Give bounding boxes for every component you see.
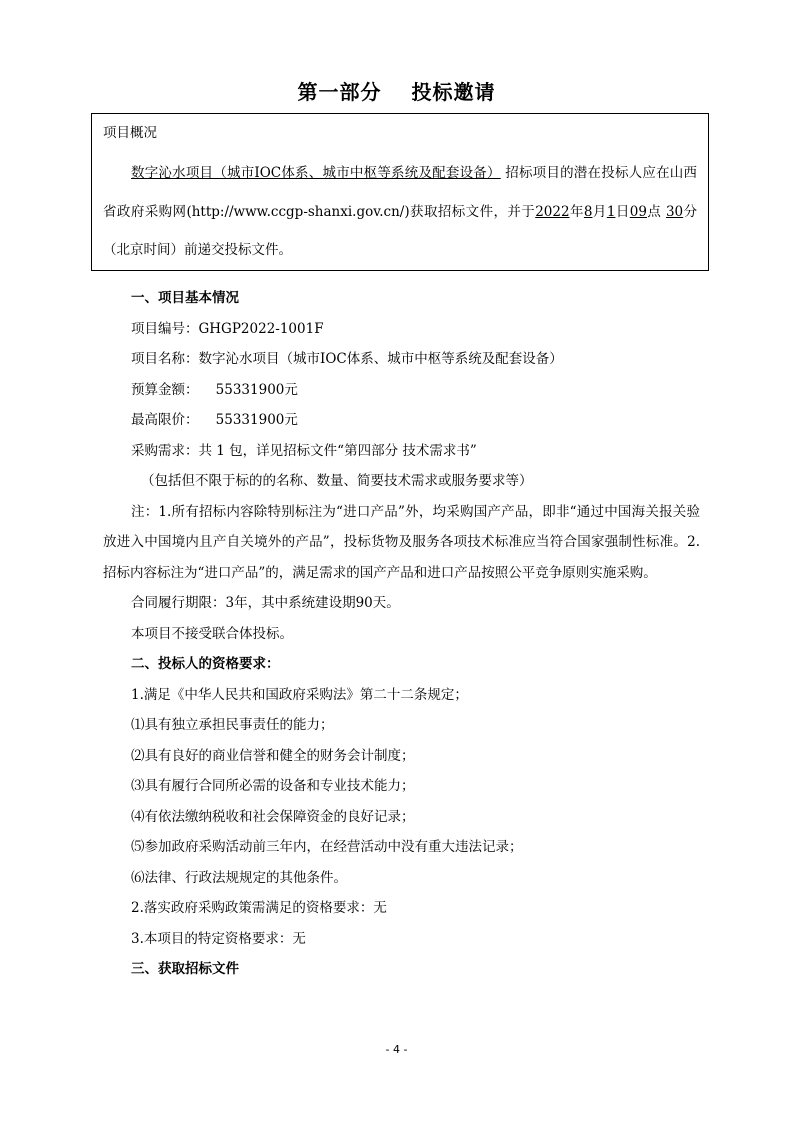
qualification-sub-6: ⑹法律、行政法规规定的其他条件。 (131, 869, 347, 886)
max-price: 最高限价： 55331900元 (131, 412, 298, 428)
page-number: - 4 - (385, 1043, 408, 1056)
overview-month: 8 (583, 203, 593, 220)
qualification-sub-5: ⑸参加政府采购活动前三年内，在经营活动中没有重大违法记录； (131, 839, 523, 855)
title-part: 第一部分 (297, 80, 382, 104)
consortium-note: 本项目不接受联合体投标。 (131, 625, 293, 642)
qualification-sub-4: ⑷有依法缴纳税收和社会保障资金的良好记录； (131, 808, 415, 825)
overview-label: 项目概况 (103, 125, 157, 141)
overview-box (91, 113, 709, 271)
qualification-item-2: 2.落实政府采购政策需满足的资格要求：无 (131, 900, 387, 916)
overview-day-unit: 日 (615, 203, 630, 220)
qualification-item-1: 1.满足《中华人民共和国政府采购法》第二十二条规定； (131, 686, 468, 703)
project-name: 项目名称：数字沁水项目（城市IOC体系、城市中枢等系统及配套设备） (131, 351, 563, 367)
qualification-sub-1: ⑴具有独立承担民事责任的能力； (131, 717, 334, 733)
overview-url: (http://www.ccgp-shanxi.gov.cn/) (186, 203, 410, 220)
page-title (0, 76, 793, 105)
overview-year-unit: 年 (569, 203, 584, 220)
project-number: 项目编号：GHGP2022-1001F (131, 320, 324, 337)
overview-hour: 09 (629, 203, 647, 220)
contract-period: 合同履行期限：3年，其中系统建设期90天。 (131, 595, 400, 611)
overview-project-name: 数字沁水项目（城市IOC体系、城市中枢等系统及配套设备） (131, 165, 501, 181)
overview-minute-unit: 分（北京时间）前递交投标文件。 (103, 203, 698, 258)
procurement-demand: 采购需求：共 1 包，详见招标文件“第四部分 技术需求书” (131, 442, 477, 459)
import-note: 注：1.所有招标内容除特别标注为“进口产品”外，均采购国产产品，即非“通过中国海关报关验放进入中国境内且产自关境外的产品”，投标货物及服务各项技术标准应当符合国家强制性标准。2.招标内容标注为“进口产品”的，满足需求的国产产品和进口产品按照公平竞争原则实施采购。 (103, 503, 700, 581)
overview-day: 1 (606, 203, 616, 220)
overview-year: 2022 (535, 203, 570, 220)
overview-hour-unit: 点 (646, 203, 662, 220)
overview-text-2: 获取招标文件，并于 (409, 203, 536, 220)
qualification-sub-3: ⑶具有履行合同所必需的设备和专业技术能力； (131, 778, 415, 794)
section3-heading: 三、获取招标文件 (131, 961, 239, 977)
section1-heading: 一、项目基本情况 (131, 290, 239, 306)
qualification-item-3: 3.本项目的特定资格要求：无 (131, 930, 306, 947)
overview-platform: 山西省政府采购网 (103, 165, 698, 220)
section2-heading: 二、投标人的资格要求： (131, 656, 280, 672)
overview-paragraph (103, 154, 697, 270)
main-content (103, 283, 700, 985)
overview-text-1: 招标项目的潜在投标人应在 (505, 165, 670, 181)
qualification-sub-2: ⑵具有良好的商业信誉和健全的财务会计制度； (131, 747, 415, 764)
title-name: 投标邀请 (411, 80, 496, 104)
overview-minute: 30 (665, 203, 684, 220)
budget-amount: 预算金额： 55331900元 (131, 381, 298, 398)
procurement-demand-note: （包括但不限于标的的名称、数量、简要技术需求或服务要求等） (141, 473, 533, 489)
overview-month-unit: 月 (592, 203, 607, 220)
